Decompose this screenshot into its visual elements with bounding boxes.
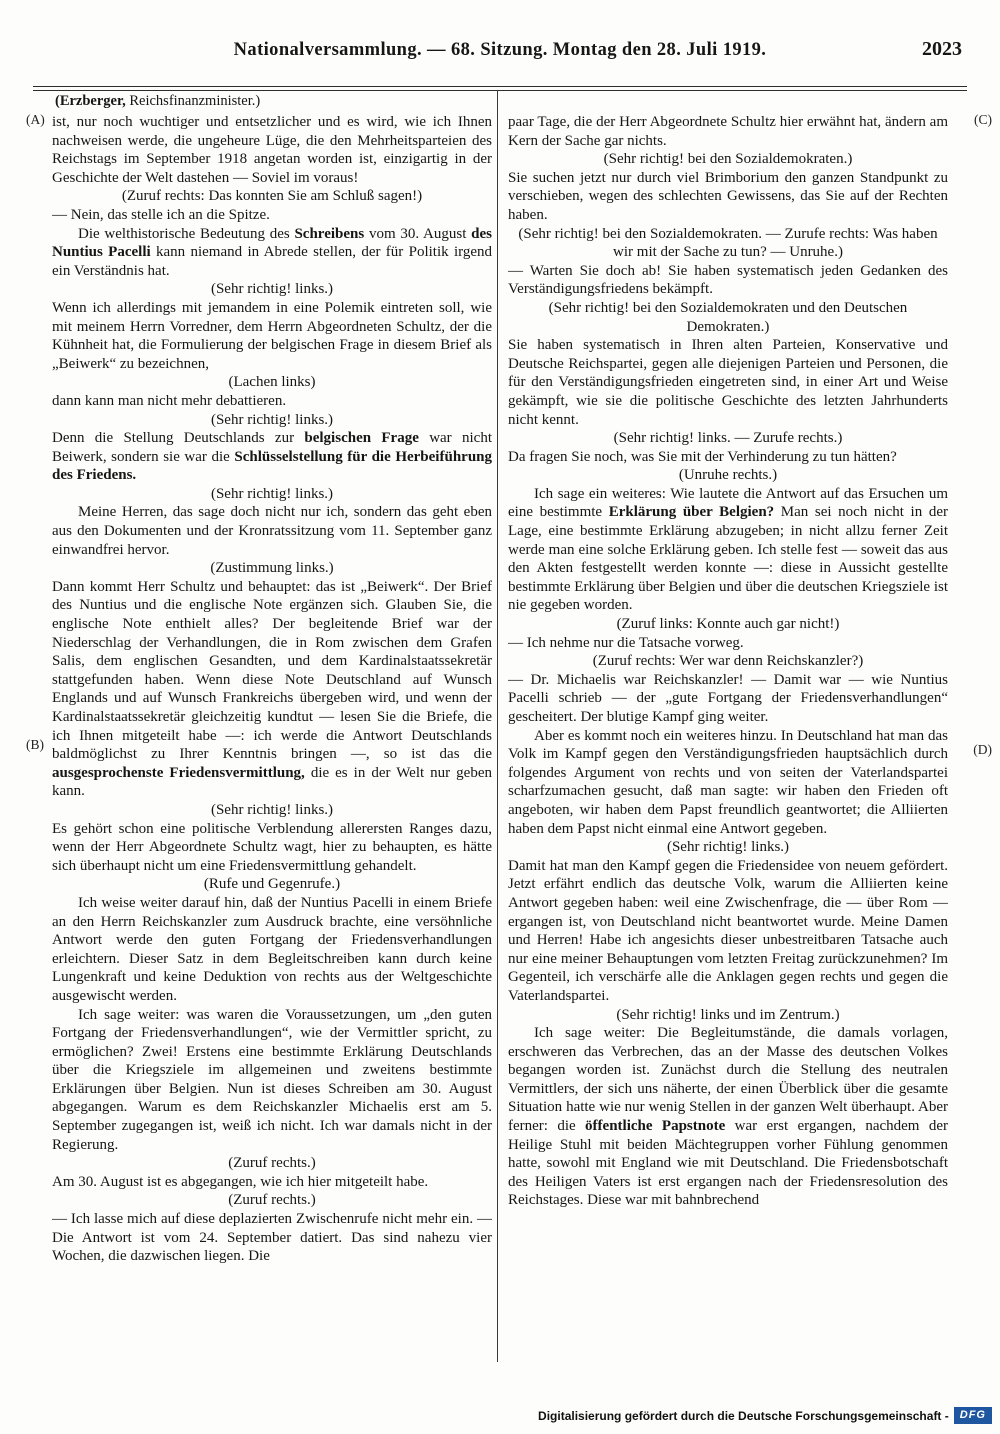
paragraph: Meine Herren, das sage doch nicht nur ich, sondern das geht eben aus den Dokumenten und der Kronratssitzung vom 11. September ganz einwandfrei hervor.: [52, 504, 492, 558]
paragraph: ist, nur noch wuchtiger und entsetzlicher und es wird, wie ich Ihnen nachweisen werde, die ungeheure Lüge, die den Mehrheitsparteien des Reichstags im September 1918 angetan worden ist, einzigartig in der Geschichte der Welt dastehen — Soviel im voraus!: [52, 114, 492, 186]
stage-direction: (Zuruf rechts: Das konnten Sie am Schluß sagen!): [121, 188, 423, 205]
margin-marker-a: (A): [26, 112, 45, 127]
left-text-column: [52, 113, 492, 1375]
stage-direction: (Rufe und Gegenrufe.): [203, 876, 341, 893]
paragraph: — Nein, das stelle ich an die Spitze.: [52, 206, 270, 223]
paragraph: dann kann man nicht mehr debattieren.: [52, 392, 287, 409]
paragraph: — Ich nehme nur die Tatsache vorweg.: [508, 634, 744, 651]
stage-direction: (Sehr richtig! links und im Zentrum.): [616, 1006, 840, 1023]
stage-direction: (Sehr richtig! bei den Sozialdemokraten.): [603, 151, 853, 168]
paragraph: Ich weise weiter darauf hin, daß der Nuntius Pacelli in einem Briefe an den Herrn Reichskanzler zum Ausdruck brachte, eine versöhnliche Antwort werde den guten Fortgang der Friedensverhandlungen erleichtern. Dieser Satz in dem Begleitschreiben kann durch keine Lungenkraft und keine Deduktion von rechts aus der Weltgeschichte ausgewischt werden.: [52, 894, 492, 1004]
stage-direction: (Zustimmung links.): [210, 560, 334, 577]
paragraph: Am 30. August ist es abgegangen, wie ich hier mitgeteilt habe.: [52, 1173, 429, 1190]
margin-marker-b: (B): [26, 737, 44, 752]
paragraph: paar Tage, die der Herr Abgeordnete Schultz hier erwähnt hat, ändern am Kern der Sache gar nichts.: [508, 114, 948, 149]
stage-direction: (Sehr richtig! links.): [210, 801, 334, 818]
paragraph: Es gehört schon eine politische Verblendung allerersten Ranges dazu, wenn der Herr Abgeordnete Schultz wagt, hier zu behaupten, es hätte sich überhaupt nicht um eine Friedensvermittlung gehandelt.: [52, 820, 492, 874]
paragraph: Dann kommt Herr Schultz und behauptet: das ist „Beiwerk“. Der Brief des Nuntius und die englische Note ergänzen sich. Glauben Sie, die englische Note enthielt alles? Der begleitende Brief war der Niederschlag der Verhandlungen, die in Rom zwischen dem Grafen Salis, dem englischen Gesandten, und dem Kardinalstaatssekretär stattgefunden haben. Wenn diese Note Deutschland auf Wunsch Englands und auf Wunsch Frankreichs übergeben wird, und wenn der Kardinalstaatssekretär gleichzeitig kundtut — lesen Sie die Briefe, die ich Ihnen mitgeteilt habe —: ich werde die Antwort Deutschlands baldmöglichst zu Ihrer Kenntnis bringen —, so ist das die ausgesprochenste Friedensvermittlung, die es in der Welt nur geben kann.: [52, 578, 492, 800]
stage-direction: (Zuruf rechts.): [228, 1155, 316, 1172]
stage-direction: (Unruhe rechts.): [678, 467, 778, 484]
paragraph: Ich sage weiter: was waren die Voraussetzungen, um „den guten Fortgang der Friedensverhandlungen“, wie der Vermittler spricht, zu ermöglichen? Zwei! Erstens eine bestimmte Erklärung Deutschlands über die Kriegsziele im allgemeinen und zweitens bestimmte Erklärungen über Belgien. Nun ist dieses Schreiben am 30. August abgegangen. Warum es dem Reichskanzler Michaelis erst am 5. September zugegangen ist, weiß ich nicht. Ich war damals nicht in der Regierung.: [52, 1006, 492, 1153]
paragraph: — Warten Sie doch ab! Sie haben systematisch jeden Gedanken des Verständigungsfriedens bekämpft.: [508, 262, 948, 298]
page-number: 2023: [922, 38, 962, 60]
paragraph: Wenn ich allerdings mit jemandem in eine Polemik eintreten soll, wie mit meinem Herrn Vorredner, dem Herrn Abgeordneten Schultz, der die Kühnheit hat, die Formulierung der belgischen Frage in diesem Brief als „Beiwerk“ zu bezeichnen,: [52, 299, 492, 372]
paragraph: — Ich lasse mich auf diese deplazierten Zwischenrufe nicht mehr ein. — Die Antwort ist vom 24. September datiert. Das sind nahezu vier Wochen, die dazwischen liegen. Die: [52, 1211, 492, 1265]
header-rule: [33, 86, 967, 91]
stage-direction: (Sehr richtig! links.): [210, 411, 334, 428]
stage-direction: (Zuruf rechts: Wer war denn Reichskanzler?): [592, 653, 864, 670]
footer-text: Digitalisierung gefördert durch die Deutsche Forschungsgemeinschaft -: [538, 1408, 949, 1423]
column-divider: [497, 90, 498, 1362]
stage-direction: (Sehr richtig! links.): [210, 281, 334, 298]
paragraph: Aber es kommt noch ein weiteres hinzu. In Deutschland hat man das Volk im Kampf gegen den Verständigungsfrieden hauptsächlich durch folgendes Argument von rechts und von seiten der Vaterlandspartei scharfzumachen gesucht, daß man sagte: wir haben den Frieden oft angeboten, wir haben dem Papst freundlich geantwortet; die Alliierten haben dem Papst nicht einmal eine Antwort gegeben.: [508, 727, 948, 837]
stage-direction: (Sehr richtig! links.): [666, 839, 790, 856]
stage-direction: (Sehr richtig! links.): [210, 485, 334, 502]
paragraph: Die welthistorische Bedeutung des Schreibens vom 30. August des Nuntius Pacelli kann niemand in Abrede stellen, der für Politik irgend ein Verständnis hat.: [52, 225, 492, 279]
margin-marker-c: (C): [974, 112, 992, 127]
paragraph: Denn die Stellung Deutschlands zur belgischen Frage war nicht Beiwerk, sondern sie war die Schlüsselstellung für die Herbeiführung des Friedens.: [52, 430, 492, 484]
speaker-note: [55, 93, 495, 110]
paragraph: Ich sage weiter: Die Begleitumstände, die damals vorlagen, erschweren das Verbrechen, das an der Masse des deutschen Volkes begangen worden ist. Zunächst durch die Stellung des neutralen Vermittlers, der sich uns näherte, der einen Überblick über die gesamte Situation hatte wie nur wenig Stellen in der ganzen Welt überhaupt. Aber ferner: die öffentliche Papstnote war erst ergangen, nachdem der Heilige Stuhl mit beiden Mächtegruppen vorher Fühlung genommen hatte, sowohl mit England wie mit Deutschland. Die Friedensbotschaft des Heiligen Vaters ist erst ergangen nach der Friedensresolution des Reichstages. Diese war mit bahnbrechend: [508, 1025, 948, 1209]
speaker-name: (Erzberger,: [55, 93, 126, 109]
stage-direction: (Zuruf rechts.): [228, 1192, 316, 1209]
paragraph: Da fragen Sie noch, was Sie mit der Verhinderung zu tun hätten?: [508, 448, 897, 465]
right-text-column: [508, 113, 948, 1375]
paragraph: Ich sage ein weiteres: Wie lautete die Antwort auf das Ersuchen um eine bestimmte Erklärung über Belgien? Man sei noch nicht in der Lage, eine bestimmte Erklärung abzugeben; in nicht allzu ferner Zeit werde man eine solche Erklärung geben. Ich stelle fest — soweit das aus den Akten festgestellt werden konnte —: diese in Aussicht gestellte bestimmte Erklärung über Belgien und über die deutschen Kriegsziele ist nie gegeben worden.: [508, 485, 948, 614]
paragraph: Sie suchen jetzt nur durch viel Brimborium den ganzen Standpunkt zu verschieben, wegen des schlechten Gewissens, das Sie auf der Rechten haben.: [508, 169, 948, 223]
stage-direction: (Sehr richtig! links. — Zurufe rechts.): [613, 430, 843, 447]
dfg-logo: DFG: [954, 1407, 992, 1424]
margin-marker-d: (D): [973, 742, 992, 757]
speaker-role: Reichsfinanzminister.): [125, 93, 261, 109]
paragraph: — Dr. Michaelis war Reichskanzler! — Damit war — wie Nuntius Pacelli schrieb — der „gute Fortgang der Friedensverhandlungen“ gescheitert. Der blutige Kampf ging weiter.: [508, 671, 948, 725]
paragraph: Damit hat man den Kampf gegen die Friedensidee von neuem gefördert. Jetzt erfährt endlich das deutsche Volk, warum die Alliierten keine Antwort gegeben haben: weil eine Zwischenfrage, die — über Rom — ergangen ist, von Deutschland nicht beantwortet wurde. Meine Damen und Herren! Habe ich angesichts dieser unbestreitbaren Tatsache auch nur eine meiner Behauptungen vom letzten Freitag zurückzunehmen? Im Gegenteil, ich verschärfe alle die Anklagen gegen rechts und gegen die Vaterlandspartei.: [508, 857, 948, 1004]
stage-direction: (Sehr richtig! bei den Sozialdemokraten. — Zurufe rechts: Was haben wir mit der Sache zu tun? — Unruhe.): [518, 225, 938, 261]
stage-direction: (Lachen links): [228, 374, 316, 391]
digitization-footer: [538, 1407, 992, 1424]
paragraph: Sie haben systematisch in Ihren alten Parteien, Konservative und Deutsche Reichspartei, gegen alle diejenigen Parteien und Personen, die für den Verständigungsfrieden eingetreten sind, in einer Art und Weise gekämpft, wie sie die politische Geschichte des letzten Jahrhunderts nicht kennt.: [508, 337, 948, 428]
stage-direction: (Zuruf links: Konnte auch gar nicht!): [616, 616, 840, 633]
running-head: Nationalversammlung. — 68. Sitzung. Montag den 28. Juli 1919.: [233, 40, 767, 60]
stage-direction: (Sehr richtig! bei den Sozialdemokraten und den Deutschen Demokraten.): [548, 299, 908, 335]
